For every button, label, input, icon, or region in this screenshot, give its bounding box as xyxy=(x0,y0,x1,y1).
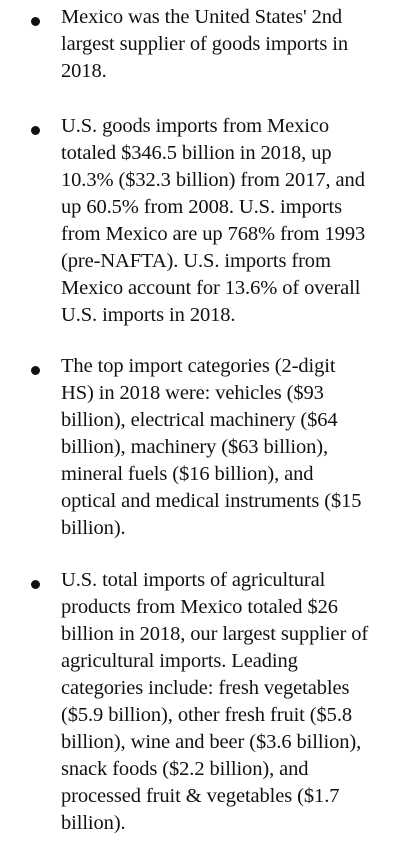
bullet-icon xyxy=(31,17,40,26)
text-line: from Mexico are up 768% from 1993 xyxy=(61,223,366,245)
text-line: mineral fuels ($16 billion), and xyxy=(61,463,314,485)
text-line: largest supplier of goods imports in xyxy=(61,33,348,55)
text-line: billion), wine and beer ($3.6 billion), xyxy=(61,731,362,753)
text-line: 2018. xyxy=(61,60,107,82)
text-line: U.S. imports in 2018. xyxy=(61,304,236,326)
text-line: optical and medical instruments ($15 xyxy=(61,490,362,512)
text-line: (pre-NAFTA). U.S. imports from xyxy=(61,250,331,272)
bullet-text xyxy=(61,567,397,837)
text-line: U.S. total imports of agricultural xyxy=(61,569,326,591)
text-line: totaled $346.5 billion in 2018, up xyxy=(61,142,332,164)
text-line: processed fruit & vegetables ($1.7 xyxy=(61,785,340,807)
text-line: agricultural imports. Leading xyxy=(61,650,298,672)
text-line: U.S. goods imports from Mexico xyxy=(61,115,330,137)
text-line: ($5.9 billion), other fresh fruit ($5.8 xyxy=(61,704,353,726)
text-line: products from Mexico totaled $26 xyxy=(61,596,338,618)
text-line: snack foods ($2.2 billion), and xyxy=(61,758,309,780)
text-line: The top import categories (2-digit xyxy=(61,355,336,377)
text-line: 10.3% ($32.3 billion) from 2017, and xyxy=(61,169,365,191)
text-line: billion). xyxy=(61,812,126,834)
text-line: billion), electrical machinery ($64 xyxy=(61,409,338,431)
text-line: billion in 2018, our largest supplier of xyxy=(61,623,369,645)
text-line: billion). xyxy=(61,517,126,539)
bullet-text xyxy=(61,113,397,329)
text-line: up 60.5% from 2008. U.S. imports xyxy=(61,196,342,218)
bullet-text xyxy=(61,4,397,85)
text-line: categories include: fresh vegetables xyxy=(61,677,350,699)
text-line: Mexico was the United States' 2nd xyxy=(61,6,343,28)
text-line: Mexico account for 13.6% of overall xyxy=(61,277,361,299)
bullet-icon xyxy=(31,366,40,375)
text-line: HS) in 2018 were: vehicles ($93 xyxy=(61,382,324,404)
bullet-icon xyxy=(31,580,40,589)
bullet-icon xyxy=(31,126,40,135)
bullet-text xyxy=(61,353,397,542)
text-line: billion), machinery ($63 billion), xyxy=(61,436,329,458)
